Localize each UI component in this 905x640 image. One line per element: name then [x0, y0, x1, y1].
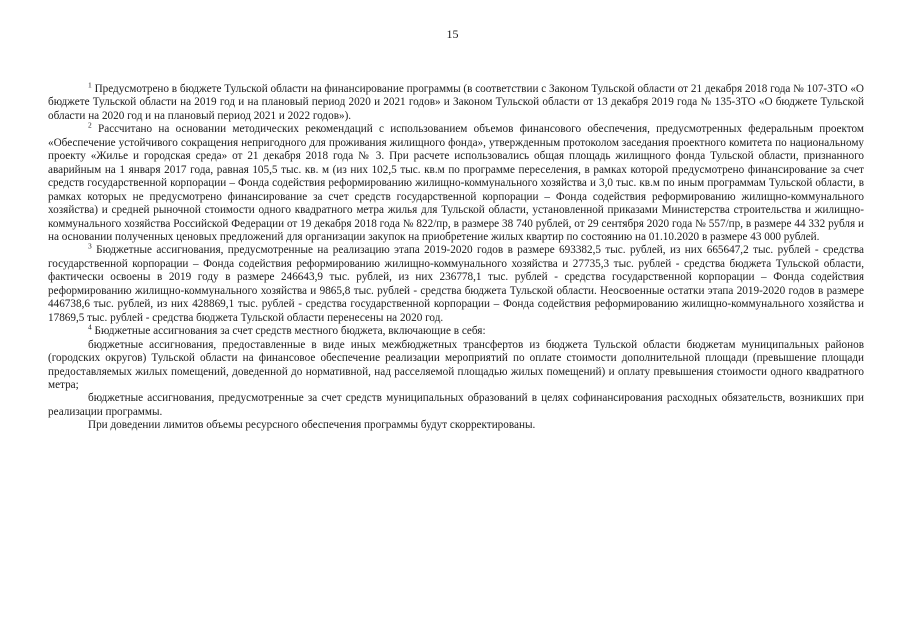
footnote-text: Предусмотрено в бюджете Тульской области на финансирование программы (в соответствии с Законом Тульской области от 21 декабря 2018 года № 107-ЗТО «О бюджете Тульской области на 2019 год и на плановый период 2020 и 2021 годов» и Законом Тульской области от 13 декабря 2019 года № 135-ЗТО «О бюджете Тульской области на 2020 год и на плановый период 2021 и 2022 годов»). — [48, 83, 864, 122]
footnote-1 — [48, 80, 864, 123]
footnote-4 — [48, 322, 864, 338]
footnote-mark: 1 — [88, 80, 92, 90]
footnote-2 — [48, 120, 864, 244]
page-number: 15 — [446, 27, 459, 41]
footnote-mark: 4 — [88, 322, 92, 332]
footnote-3 — [48, 241, 864, 325]
footnote-mark: 3 — [88, 241, 92, 251]
footnote-text: Рассчитано на основании методических рекомендаций с использованием объемов финансового обеспечения, предусмотренных федеральным проектом «Обеспечение устойчивого сокращения непригодного для проживания жилищного фонда», утвержденным протоколом заседания проектного комитета по национальному проекту «Жилье и городская среда» от 21 декабря 2018 года № 3. При расчете использовались общая площадь жилищного фонда Тульской области, признанного аварийным на 1 января 2017 года, равная 105,5 тыс. кв. м (из них 102,5 тыс. кв.м по программе переселения, в рамках которой предусмотрено финансирование за счет средств государственной корпорации – Фонда содействия реформированию жилищно-коммунального хозяйства и 3,0 тыс. кв.м по иным программам Тульской области, в рамках которых не предусмотрено финансирование за счет средств государственной корпорации – Фонда содействия реформированию жилищно-коммунального хозяйства) и средней рыночной стоимости одного квадратного метра жилья для Тульской области, установленной приказами Министерства строительства и жилищно-коммунального хозяйства Российской Федерации от 19 декабря 2018 года № 822/пр, в размере 38 740 рублей, от 29 сентября 2020 года № 557/пр, в размере 44 332 рубля и на основании полученных ценовых предложений для организации закупок на приобретение жилых квартир по состоянию на 01.10.2020 в размере 43 000 рублей. — [48, 123, 864, 243]
paragraph-interbudget-transfers: бюджетные ассигнования, предоставленные в виде иных межбюджетных трансфертов из бюджета Тульской области бюджетам муниципальных районов (городских округов) Тульской области на финансовое обеспечение реализации мероприятий по оплате стоимости дополнительной площади (превышение площади предоставляемых жилых помещений, доведенной до нормативной, над расселяемой площадью жилых помещений) и оплату превышения стоимости одного квадратного метра; — [48, 338, 864, 391]
footnote-text: Бюджетные ассигнования, предусмотренные на реализацию этапа 2019-2020 годов в размере 693382,5 тыс. рублей, из них 665647,2 тыс. рублей - средства государственной корпорации – Фонда содействия реформированию жилищно-коммунального хозяйства и 27735,3 тыс. рублей - средства бюджета Тульской области, фактически освоены в 2019 году в размере 246643,9 тыс. рублей, из них 236778,1 тыс. рублей - средства государственной корпорации – Фонда содействия реформированию жилищно-коммунального хозяйства и 9865,8 тыс. рублей - средства бюджета Тульской области. Неосвоенные остатки этапа 2019-2020 годов в размере 446738,6 тыс. рублей, из них 428869,1 тыс. рублей - средства государственной корпорации – Фонда содействия реформированию жилищно-коммунального хозяйства и 17869,5 тыс. рублей - средства бюджета Тульской области перенесены на 2020 год. — [48, 244, 864, 324]
document-body — [48, 80, 864, 433]
paragraph-municipal-cofinancing: бюджетные ассигнования, предусмотренные за счет средств муниципальных образований в целях софинансирования расходных обязательств, возникших при реализации программы. — [48, 392, 864, 418]
footnote-text: Бюджетные ассигнования за счет средств местного бюджета, включающие в себя: — [94, 325, 486, 338]
footnote-mark: 2 — [88, 120, 92, 130]
paragraph-limits-adjustment: При доведении лимитов объемы ресурсного обеспечения программы будут скорректированы. — [88, 419, 536, 432]
